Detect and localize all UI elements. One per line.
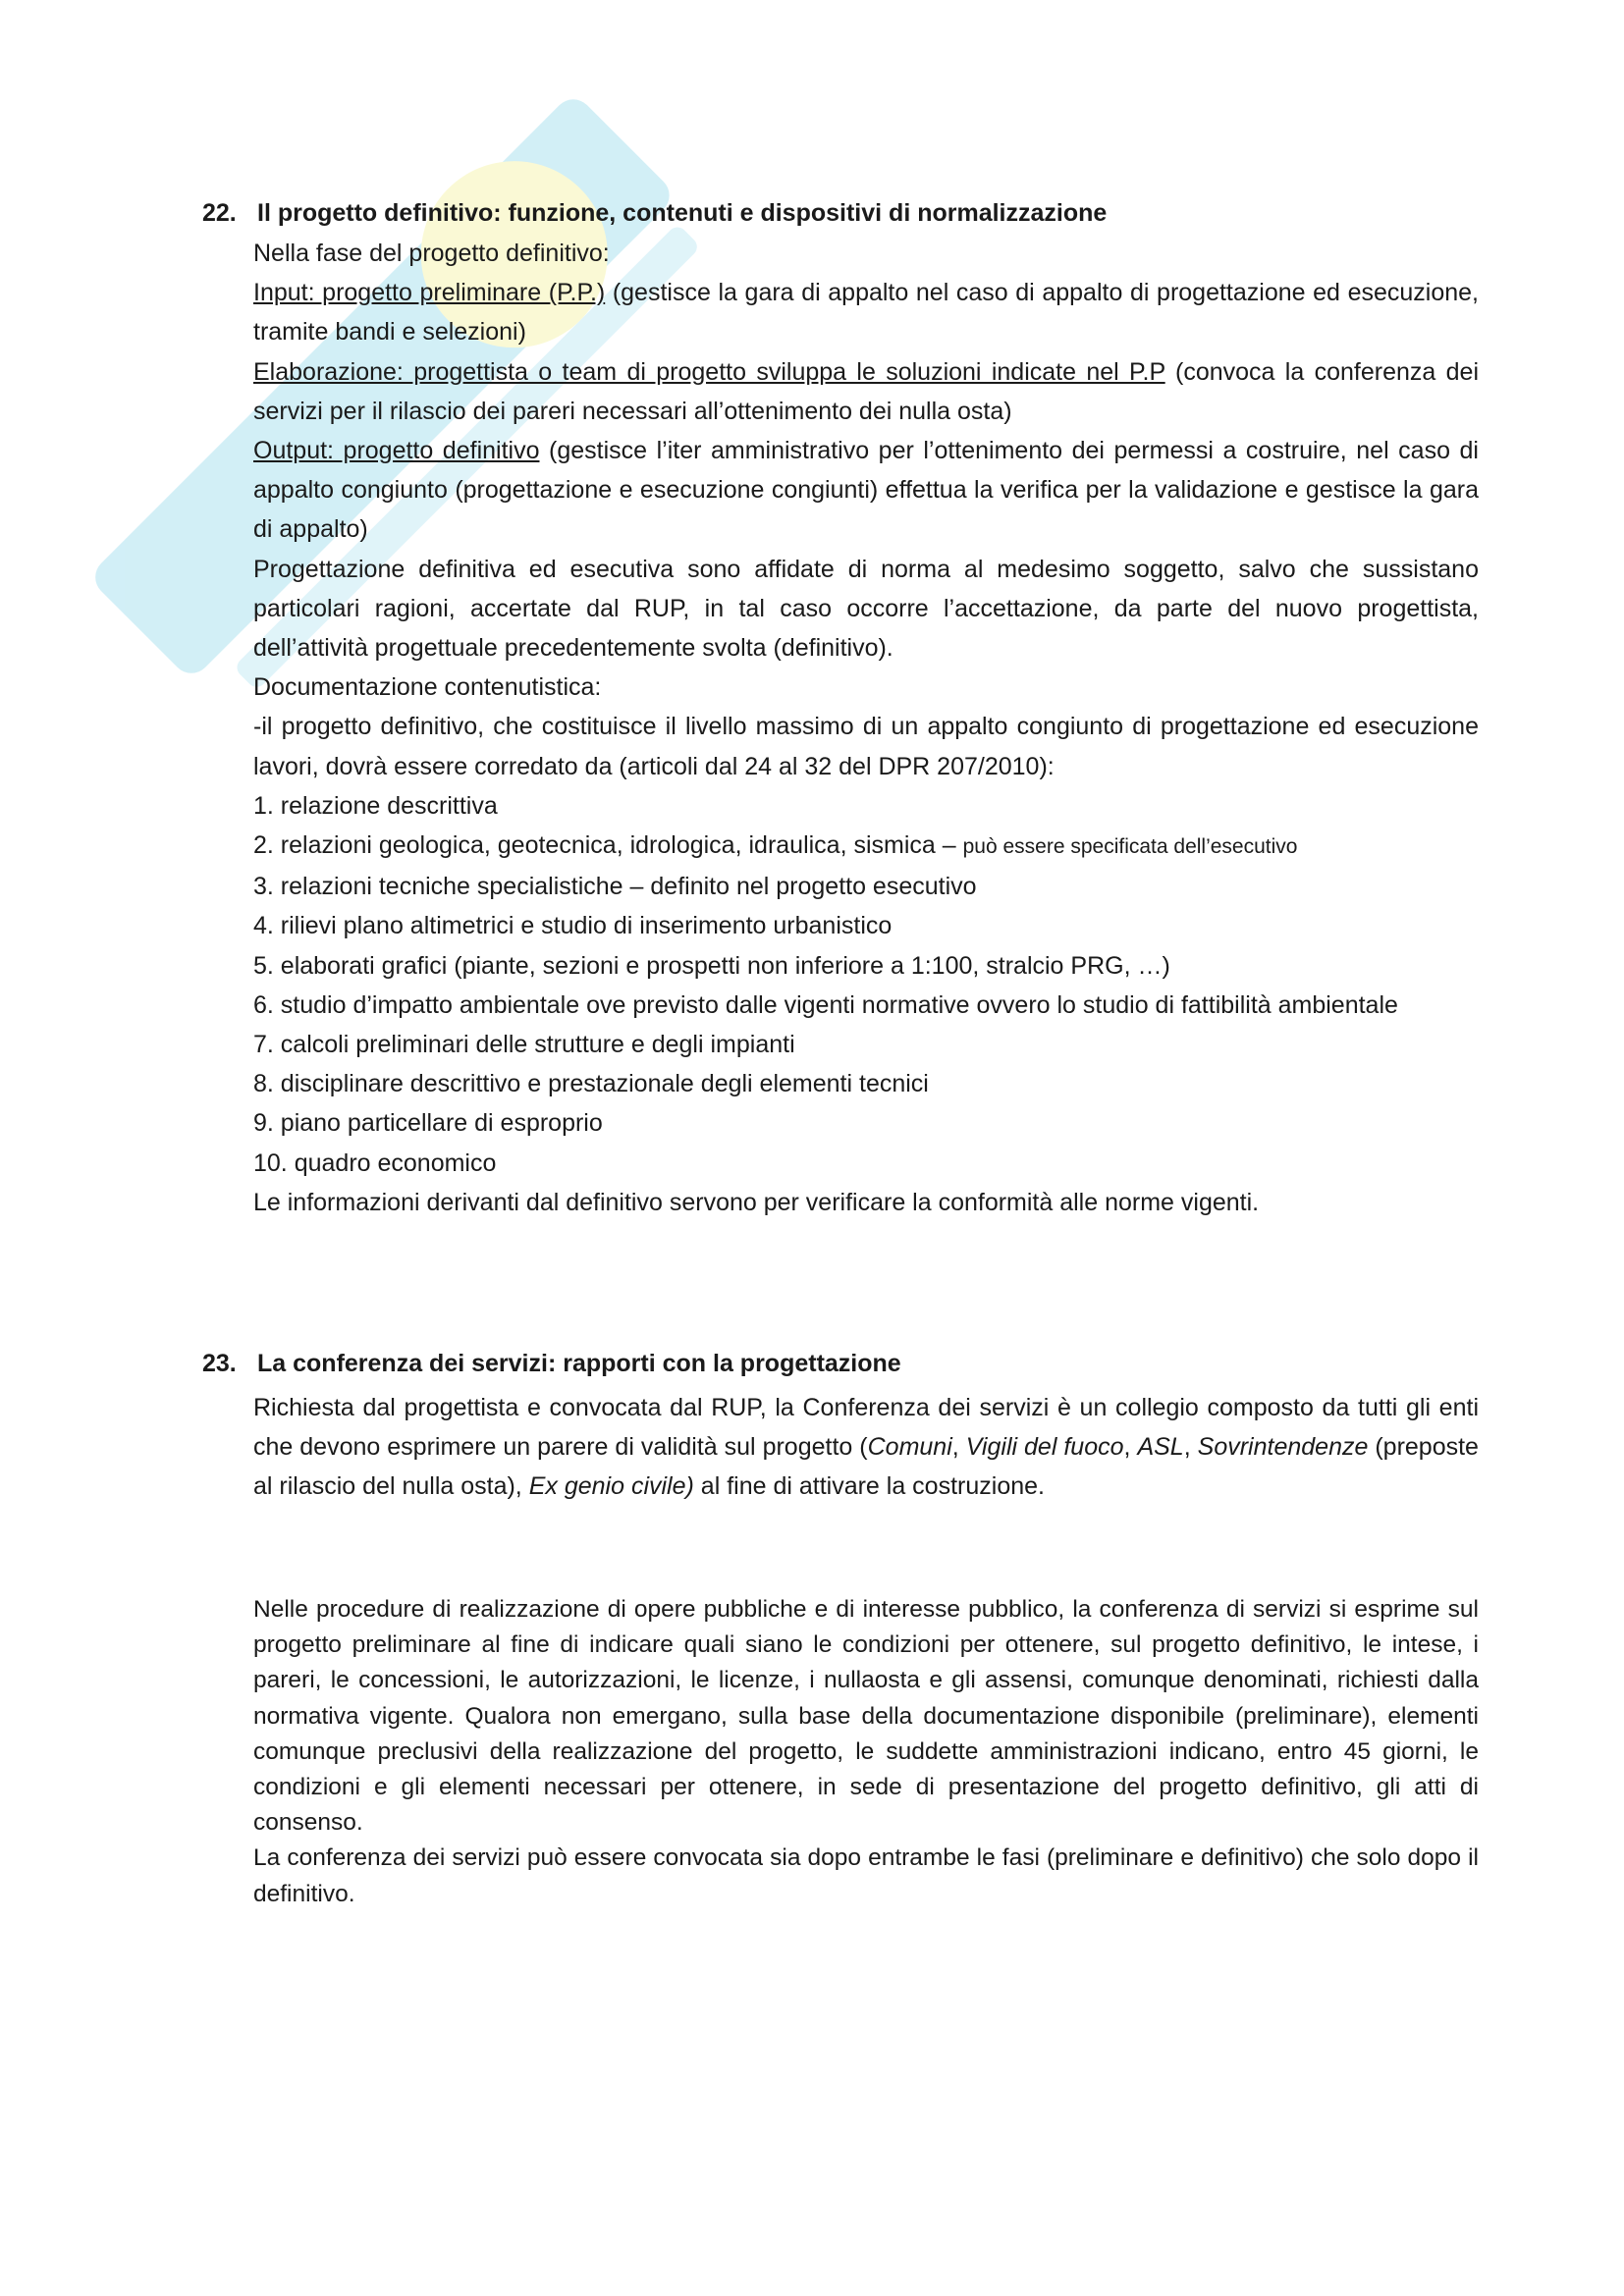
section-23-body <box>253 1592 1479 1912</box>
convocation-paragraph: La conferenza dei servizi può essere convocata sia dopo entrambe le fasi (preliminare e definitivo) che solo dopo il definitivo. <box>253 1844 1479 1907</box>
section-23-title: La conferenza dei servizi: rapporti con la progettazione <box>257 1350 901 1377</box>
list-item: 5. elaborati grafici (piante, sezioni e prospetti non inferiore a 1:100, stralcio PRG, …) <box>253 951 1170 980</box>
elaboration-paragraph <box>253 352 1479 431</box>
documentation-heading: Documentazione contenutistica: <box>253 673 602 702</box>
list-item: 4. rilievi plano altimetrici e studio di inserimento urbanistico <box>253 912 893 940</box>
list-item-text: 2. relazioni geologica, geotecnica, idrologica, idraulica, sismica – <box>253 831 963 860</box>
list-item: 8. disciplinare descrittivo e prestazionale degli elementi tecnici <box>253 1070 929 1098</box>
section-23-number: 23. <box>202 1350 237 1377</box>
entity-vigili-del-fuoco: Vigili del fuoco <box>965 1433 1124 1462</box>
input-paragraph <box>253 273 1479 351</box>
text-run: Richiesta dal progettista e convocata dal RUP, la Conferenza dei servizi è un collegio composto da tutti gli enti che devono esprimere un parere di validità sul progetto ( <box>253 1394 1479 1462</box>
section-22-heading <box>202 197 1107 229</box>
entity-asl: ASL <box>1137 1433 1184 1462</box>
section-23-heading <box>202 1348 901 1379</box>
list-item: 10. quadro economico <box>253 1148 497 1177</box>
list-item: 7. calcoli preliminari delle strutture e degli impianti <box>253 1031 795 1059</box>
output-paragraph <box>253 431 1479 550</box>
documentation-intro: -il progetto definitivo, che costituisce il livello massimo di un appalto congiunto di progettazione ed esecuzione lavori, dovrà essere corredato da (articoli dal 24 al 32 del DPR 207/2010): <box>253 713 1479 780</box>
entity-comuni: Comuni <box>867 1433 952 1462</box>
text-run: , <box>951 1433 966 1462</box>
text-run: (preposte al rilascio del nulla osta), <box>253 1433 1479 1501</box>
design-paragraph: Progettazione definitiva ed esecutiva sono affidate di norma al medesimo soggetto, salvo che sussistano particolari ragioni, accertate dal RUP, in tal caso occorre l’accettazione, da parte del nuovo progettista, dell’attività progettuale precedentemente svolta (definitivo). <box>253 555 1479 663</box>
section-22-number: 22. <box>202 199 237 227</box>
list-item <box>253 826 1479 867</box>
entity-sovrintendenze: Sovrintendenze <box>1197 1433 1369 1462</box>
input-text: (gestisce la gara di appalto nel caso di appalto di progettazione ed esecuzione, tramite bandi e selezioni) <box>253 279 1479 347</box>
text-run: al fine di attivare la costruzione. <box>693 1472 1045 1501</box>
list-item: 9. piano particellare di esproprio <box>253 1109 603 1138</box>
output-label: Output: progetto definitivo <box>253 437 540 465</box>
list-item: 1. relazione descrittiva <box>253 791 498 820</box>
conference-definition <box>253 1388 1479 1507</box>
list-item-note: può essere specificata dell’esecutivo <box>962 835 1298 859</box>
list-item: 6. studio d’impatto ambientale ove previsto dalle vigenti normative ovvero lo studio di fattibilità ambientale <box>253 990 1398 1019</box>
intro-line: Nella fase del progetto definitivo: <box>253 240 610 267</box>
section-22-body <box>253 234 1479 1222</box>
text-run: , <box>1123 1433 1138 1462</box>
procedures-paragraph: Nelle procedure di realizzazione di opere pubbliche e di interesse pubblico, la conferenza di servizi si esprime sul progetto preliminare al fine di indicare quali siano le condizioni per ottenere, sul progetto definitivo, le intese, i pareri, le concessioni, le autorizzazioni, le licenze, i nullaosta e gli assensi, comunque denominati, richiesti dalla normativa vigente. Qualora non emergano, sulla base della documentazione disponibile (preliminare), elementi comunque preclusivi della realizzazione del progetto, le suddette amministrazioni indicano, entro 45 giorni, le condizioni e gli elementi necessari per ottenere, in sede di presentazione del progetto definitivo, gli atti di consenso. <box>253 1596 1479 1837</box>
elaboration-label: Elaborazione: progettista o team di progetto sviluppa le soluzioni indicate nel P.P <box>253 357 1165 386</box>
entity-ex-genio-civile: Ex genio civile) <box>528 1472 694 1501</box>
elaboration-text: (convoca la conferenza dei servizi per il rilascio dei pareri necessari all’ottenimento dei nulla osta) <box>253 357 1479 425</box>
section-23-paragraph-1 <box>253 1388 1479 1507</box>
text-run: , <box>1183 1433 1198 1462</box>
section-22-title: Il progetto definitivo: funzione, contenuti e dispositivi di normalizzazione <box>257 199 1108 227</box>
output-text: (gestisce l’iter amministrativo per l’ottenimento dei permessi a costruire, nel caso di appalto congiunto (progettazione e esecuzione congiunti) effettua la verifica per la validazione e gestisce la gara di appalto) <box>253 437 1479 544</box>
input-label: Input: progetto preliminare (P.P.) <box>253 279 606 307</box>
closing-paragraph: Le informazioni derivanti dal definitivo servono per verificare la conformità alle norme vigenti. <box>253 1188 1260 1216</box>
list-item: 3. relazioni tecniche specialistiche – definito nel progetto esecutivo <box>253 873 977 901</box>
